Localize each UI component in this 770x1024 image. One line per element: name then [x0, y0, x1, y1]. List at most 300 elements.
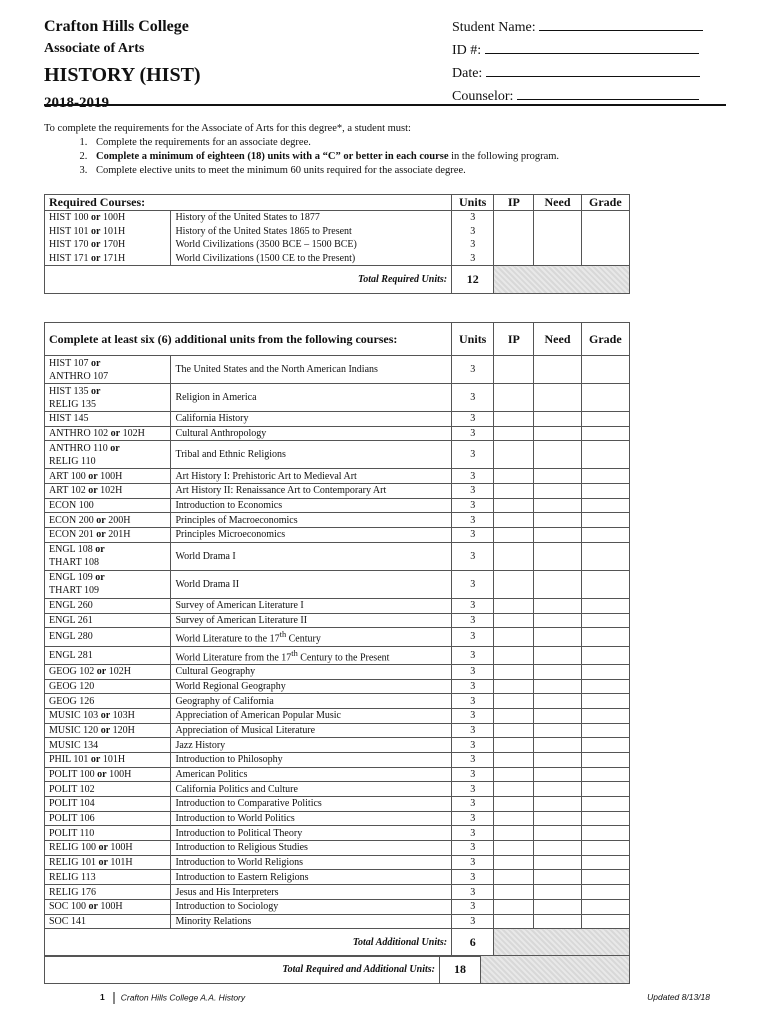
grade-cell[interactable]	[581, 412, 629, 427]
grade-cell[interactable]	[581, 870, 629, 885]
course-units: 3	[452, 914, 494, 929]
course-row	[45, 498, 630, 513]
ip-cell[interactable]	[494, 664, 534, 679]
course-units: 3	[452, 225, 494, 239]
college-name: Crafton Hills College	[44, 18, 189, 35]
ip-cell[interactable]	[494, 914, 534, 929]
course-units: 3	[452, 484, 494, 499]
ip-cell[interactable]	[494, 708, 534, 723]
course-title: Introduction to Comparative Politics	[171, 797, 452, 812]
need-cell[interactable]	[534, 811, 581, 826]
course-units: 3	[452, 646, 494, 664]
intro-step-rest: in the following program.	[448, 151, 560, 162]
course-code: ENGL 281	[45, 646, 171, 664]
additional-rows	[45, 356, 630, 929]
course-code: RELIG 100 or 100H	[45, 841, 171, 856]
ip-cell[interactable]	[494, 356, 534, 384]
grade-cell[interactable]	[581, 646, 629, 664]
course-code: ECON 100	[45, 498, 171, 513]
intro-lead: To complete the requirements for the Associate of Arts for this degree*, a student must:	[44, 123, 411, 134]
need-cell[interactable]	[534, 384, 581, 412]
course-row	[45, 356, 630, 384]
intro-steps	[44, 136, 724, 178]
course-code: ART 102 or 102H	[45, 484, 171, 499]
grade-cell[interactable]	[581, 356, 629, 384]
page-number: 1	[100, 992, 105, 1003]
grade-cell[interactable]	[581, 899, 629, 914]
course-row	[45, 841, 630, 856]
ip-cell[interactable]	[494, 498, 534, 513]
course-code: ENGL 260	[45, 598, 171, 613]
course-code: HIST 101 or 101H	[45, 225, 171, 239]
course-row	[45, 811, 630, 826]
course-units: 3	[452, 426, 494, 441]
grade-cell[interactable]	[581, 841, 629, 856]
course-code: ART 100 or 100H	[45, 469, 171, 484]
course-title: American Politics	[171, 767, 452, 782]
course-units: 3	[452, 598, 494, 613]
need-header: Need	[534, 195, 581, 211]
course-row	[45, 628, 630, 646]
need-cell[interactable]	[534, 855, 581, 870]
need-cell[interactable]	[534, 570, 581, 598]
grade-cell[interactable]	[581, 767, 629, 782]
required-courses-table	[44, 194, 630, 294]
course-code: ENGL 280	[45, 628, 171, 646]
grade-cell[interactable]	[581, 252, 629, 266]
course-units: 3	[452, 870, 494, 885]
course-row	[45, 528, 630, 543]
need-cell[interactable]	[534, 356, 581, 384]
grade-cell[interactable]	[581, 384, 629, 412]
course-code: ENGL 109 or THART 109	[45, 570, 171, 598]
grade-cell[interactable]	[581, 738, 629, 753]
grade-header: Grade	[581, 195, 629, 211]
course-units: 3	[452, 899, 494, 914]
course-title: World Drama I	[171, 542, 452, 570]
course-row	[45, 855, 630, 870]
course-units: 3	[452, 782, 494, 797]
course-row	[45, 752, 630, 767]
course-title: World Regional Geography	[171, 679, 452, 694]
course-code: POLIT 102	[45, 782, 171, 797]
course-row	[45, 384, 630, 412]
grade-cell[interactable]	[581, 426, 629, 441]
ip-cell[interactable]	[494, 252, 534, 266]
ip-cell[interactable]	[494, 441, 534, 469]
course-title: California Politics and Culture	[171, 782, 452, 797]
ip-cell[interactable]	[494, 542, 534, 570]
grade-cell[interactable]	[581, 498, 629, 513]
additional-total-label: Total Additional Units:	[45, 929, 452, 957]
grade-cell[interactable]	[581, 528, 629, 543]
course-code: RELIG 176	[45, 885, 171, 900]
course-code: ENGL 108 or THART 108	[45, 542, 171, 570]
course-code: GEOG 126	[45, 694, 171, 709]
course-units: 3	[452, 498, 494, 513]
grade-cell[interactable]	[581, 469, 629, 484]
course-row	[45, 664, 630, 679]
course-units: 3	[452, 384, 494, 412]
grade-cell[interactable]	[581, 694, 629, 709]
grade-cell[interactable]	[581, 542, 629, 570]
course-units: 3	[452, 211, 494, 225]
ip-cell[interactable]	[494, 412, 534, 427]
course-row	[45, 738, 630, 753]
need-cell[interactable]	[534, 885, 581, 900]
ip-cell[interactable]	[494, 469, 534, 484]
course-row	[45, 646, 630, 664]
need-cell[interactable]	[534, 441, 581, 469]
course-row	[45, 767, 630, 782]
grade-cell[interactable]	[581, 708, 629, 723]
need-cell[interactable]	[534, 646, 581, 664]
course-title: World Civilizations (1500 CE to the Present)	[171, 252, 452, 266]
course-row	[45, 441, 630, 469]
counselor-line[interactable]	[517, 85, 699, 100]
course-title: Appreciation of American Popular Music	[171, 708, 452, 723]
ip-cell[interactable]	[494, 826, 534, 841]
grade-cell[interactable]	[581, 513, 629, 528]
need-cell[interactable]	[534, 914, 581, 929]
major-title: HISTORY (HIST)	[44, 64, 201, 86]
need-cell[interactable]	[534, 225, 581, 239]
required-rows	[45, 211, 630, 266]
need-header: Need	[534, 323, 581, 356]
additional-total-value: 6	[452, 929, 494, 957]
course-title: Cultural Anthropology	[171, 426, 452, 441]
course-row	[45, 782, 630, 797]
course-title: Introduction to World Politics	[171, 811, 452, 826]
degree-name: Associate of Arts	[44, 41, 145, 56]
need-cell[interactable]	[534, 426, 581, 441]
need-cell[interactable]	[534, 513, 581, 528]
course-units: 3	[452, 441, 494, 469]
required-total-value: 12	[452, 266, 494, 294]
course-title: World Civilizations (3500 BCE – 1500 BCE)	[171, 238, 452, 252]
course-code: SOC 141	[45, 914, 171, 929]
header-rule	[44, 104, 726, 106]
course-title: Art History I: Prehistoric Art to Medieval Art	[171, 469, 452, 484]
need-cell[interactable]	[534, 664, 581, 679]
course-code: HIST 171 or 171H	[45, 252, 171, 266]
course-title: Principles of Macroeconomics	[171, 513, 452, 528]
required-total-shade	[494, 266, 630, 294]
ip-cell[interactable]	[494, 723, 534, 738]
ip-cell[interactable]	[494, 782, 534, 797]
need-cell[interactable]	[534, 738, 581, 753]
course-code: HIST 107 or ANTHRO 107	[45, 356, 171, 384]
course-title: Introduction to Philosophy	[171, 752, 452, 767]
grade-cell[interactable]	[581, 885, 629, 900]
need-cell[interactable]	[534, 613, 581, 628]
course-units: 3	[452, 694, 494, 709]
course-units: 3	[452, 826, 494, 841]
need-cell[interactable]	[534, 694, 581, 709]
ip-cell[interactable]	[494, 870, 534, 885]
intro-step-3	[90, 164, 724, 178]
need-cell[interactable]	[534, 412, 581, 427]
course-title: Introduction to Economics	[171, 498, 452, 513]
course-title: Cultural Geography	[171, 664, 452, 679]
grade-cell[interactable]	[581, 484, 629, 499]
grade-header: Grade	[581, 323, 629, 356]
course-code: ECON 200 or 200H	[45, 513, 171, 528]
course-code: ANTHRO 110 or RELIG 110	[45, 441, 171, 469]
need-cell[interactable]	[534, 782, 581, 797]
need-cell[interactable]	[534, 498, 581, 513]
course-code: HIST 100 or 100H	[45, 211, 171, 225]
grade-cell[interactable]	[581, 914, 629, 929]
need-cell[interactable]	[534, 542, 581, 570]
need-cell[interactable]	[534, 708, 581, 723]
course-row	[45, 225, 630, 239]
ip-header: IP	[494, 195, 534, 211]
ip-header: IP	[494, 323, 534, 356]
course-units: 3	[452, 738, 494, 753]
course-code: SOC 100 or 100H	[45, 899, 171, 914]
need-cell[interactable]	[534, 797, 581, 812]
course-title: Introduction to Religious Studies	[171, 841, 452, 856]
course-units: 3	[452, 356, 494, 384]
course-title: Introduction to Eastern Religions	[171, 870, 452, 885]
course-title: World Literature from the 17th Century to the Present	[171, 646, 452, 664]
course-row	[45, 870, 630, 885]
ip-cell[interactable]	[494, 384, 534, 412]
course-units: 3	[452, 628, 494, 646]
need-cell[interactable]	[534, 598, 581, 613]
additional-courses-table	[44, 322, 630, 957]
need-cell[interactable]	[534, 484, 581, 499]
grade-cell[interactable]	[581, 664, 629, 679]
grade-cell[interactable]	[581, 855, 629, 870]
catalog-year: 2018-2019	[44, 95, 109, 111]
course-code: HIST 145	[45, 412, 171, 427]
course-row	[45, 426, 630, 441]
course-code: HIST 170 or 170H	[45, 238, 171, 252]
grade-cell[interactable]	[581, 441, 629, 469]
course-row	[45, 412, 630, 427]
course-code: RELIG 101 or 101H	[45, 855, 171, 870]
need-cell[interactable]	[534, 238, 581, 252]
need-cell[interactable]	[534, 469, 581, 484]
course-row	[45, 570, 630, 598]
course-units: 3	[452, 252, 494, 266]
grade-cell[interactable]	[581, 570, 629, 598]
course-row	[45, 797, 630, 812]
ip-cell[interactable]	[494, 841, 534, 856]
course-row	[45, 252, 630, 266]
course-units: 3	[452, 811, 494, 826]
ip-cell[interactable]	[494, 855, 534, 870]
course-units: 3	[452, 528, 494, 543]
need-cell[interactable]	[534, 628, 581, 646]
ip-cell[interactable]	[494, 613, 534, 628]
ip-cell[interactable]	[494, 694, 534, 709]
id-label: ID #:	[452, 43, 482, 58]
course-units: 3	[452, 767, 494, 782]
counselor-label: Counselor:	[452, 89, 514, 104]
ip-cell[interactable]	[494, 767, 534, 782]
grade-cell[interactable]	[581, 782, 629, 797]
grade-cell[interactable]	[581, 797, 629, 812]
grand-total-value: 18	[440, 956, 481, 984]
ip-cell[interactable]	[494, 570, 534, 598]
need-cell[interactable]	[534, 767, 581, 782]
grade-cell[interactable]	[581, 211, 629, 225]
grand-total-shade	[481, 956, 630, 984]
course-units: 3	[452, 752, 494, 767]
course-row	[45, 679, 630, 694]
footer	[100, 992, 245, 1004]
course-code: ECON 201 or 201H	[45, 528, 171, 543]
course-code: MUSIC 103 or 103H	[45, 708, 171, 723]
need-cell[interactable]	[534, 528, 581, 543]
grade-cell[interactable]	[581, 613, 629, 628]
course-title: Appreciation of Musical Literature	[171, 723, 452, 738]
course-units: 3	[452, 469, 494, 484]
course-code: POLIT 110	[45, 826, 171, 841]
need-cell[interactable]	[534, 841, 581, 856]
course-units: 3	[452, 412, 494, 427]
ip-cell[interactable]	[494, 528, 534, 543]
grand-total-table	[44, 955, 630, 984]
course-code: MUSIC 134	[45, 738, 171, 753]
need-cell[interactable]	[534, 252, 581, 266]
course-code: POLIT 100 or 100H	[45, 767, 171, 782]
course-row	[45, 598, 630, 613]
course-title: Jazz History	[171, 738, 452, 753]
course-row	[45, 513, 630, 528]
course-title: World Drama II	[171, 570, 452, 598]
course-title: Principles Microeconomics	[171, 528, 452, 543]
ip-cell[interactable]	[494, 679, 534, 694]
ip-cell[interactable]	[494, 513, 534, 528]
course-title: Survey of American Literature I	[171, 598, 452, 613]
need-cell[interactable]	[534, 679, 581, 694]
course-title: Geography of California	[171, 694, 452, 709]
course-units: 3	[452, 885, 494, 900]
id-field[interactable]	[452, 39, 703, 62]
need-cell[interactable]	[534, 211, 581, 225]
course-units: 3	[452, 723, 494, 738]
date-field[interactable]	[452, 62, 703, 85]
required-heading: Required Courses:	[45, 195, 452, 211]
course-code: ENGL 261	[45, 613, 171, 628]
student-name-line[interactable]	[539, 16, 703, 31]
ip-cell[interactable]	[494, 484, 534, 499]
course-code: HIST 135 or RELIG 135	[45, 384, 171, 412]
ip-cell[interactable]	[494, 885, 534, 900]
need-cell[interactable]	[534, 752, 581, 767]
course-code: ANTHRO 102 or 102H	[45, 426, 171, 441]
ip-cell[interactable]	[494, 752, 534, 767]
course-title: Survey of American Literature II	[171, 613, 452, 628]
footer-title: Crafton Hills College A.A. History	[120, 992, 246, 1003]
units-header: Units	[452, 323, 494, 356]
course-title: Tribal and Ethnic Religions	[171, 441, 452, 469]
need-cell[interactable]	[534, 723, 581, 738]
student-name-field[interactable]	[452, 16, 703, 39]
ip-cell[interactable]	[494, 738, 534, 753]
grand-total-label: Total Required and Additional Units:	[45, 956, 440, 984]
ip-cell[interactable]	[494, 238, 534, 252]
course-row	[45, 694, 630, 709]
grade-cell[interactable]	[581, 238, 629, 252]
ip-cell[interactable]	[494, 598, 534, 613]
course-row	[45, 708, 630, 723]
id-line[interactable]	[485, 39, 699, 54]
units-header: Units	[452, 195, 494, 211]
course-row	[45, 885, 630, 900]
grade-cell[interactable]	[581, 811, 629, 826]
intro-step-bold: Complete a minimum of eighteen (18) units with a “C” or better in each course	[96, 151, 449, 162]
ip-cell[interactable]	[494, 811, 534, 826]
header-left	[44, 16, 201, 112]
intro	[44, 122, 724, 178]
course-title: The United States and the North American Indians	[171, 356, 452, 384]
course-title: History of the United States to 1877	[171, 211, 452, 225]
additional-heading: Complete at least six (6) additional units from the following courses:	[45, 323, 452, 356]
grade-cell[interactable]	[581, 752, 629, 767]
course-title: Religion in America	[171, 384, 452, 412]
required-total-label: Total Required Units:	[45, 266, 452, 294]
course-units: 3	[452, 542, 494, 570]
grade-cell[interactable]	[581, 723, 629, 738]
need-cell[interactable]	[534, 826, 581, 841]
ip-cell[interactable]	[494, 646, 534, 664]
course-code: GEOG 102 or 102H	[45, 664, 171, 679]
course-row	[45, 484, 630, 499]
course-title: Introduction to Political Theory	[171, 826, 452, 841]
course-units: 3	[452, 613, 494, 628]
need-cell[interactable]	[534, 899, 581, 914]
course-code: PHIL 101 or 101H	[45, 752, 171, 767]
grade-cell[interactable]	[581, 628, 629, 646]
ip-cell[interactable]	[494, 426, 534, 441]
grade-cell[interactable]	[581, 826, 629, 841]
need-cell[interactable]	[534, 870, 581, 885]
course-title: Jesus and His Interpreters	[171, 885, 452, 900]
date-line[interactable]	[486, 62, 700, 77]
course-code: RELIG 113	[45, 870, 171, 885]
ip-cell[interactable]	[494, 225, 534, 239]
intro-step-2	[90, 150, 724, 164]
date-label: Date:	[452, 66, 483, 81]
course-row	[45, 542, 630, 570]
ip-cell[interactable]	[494, 899, 534, 914]
ip-cell[interactable]	[494, 628, 534, 646]
course-title: Introduction to World Religions	[171, 855, 452, 870]
course-row	[45, 826, 630, 841]
grade-cell[interactable]	[581, 598, 629, 613]
course-units: 3	[452, 841, 494, 856]
course-units: 3	[452, 855, 494, 870]
course-row	[45, 723, 630, 738]
course-title: Minority Relations	[171, 914, 452, 929]
course-units: 3	[452, 570, 494, 598]
course-code: GEOG 120	[45, 679, 171, 694]
grade-cell[interactable]	[581, 679, 629, 694]
grade-cell[interactable]	[581, 225, 629, 239]
ip-cell[interactable]	[494, 797, 534, 812]
ip-cell[interactable]	[494, 211, 534, 225]
course-units: 3	[452, 513, 494, 528]
course-units: 3	[452, 664, 494, 679]
course-title: Introduction to Sociology	[171, 899, 452, 914]
course-units: 3	[452, 708, 494, 723]
course-title: California History	[171, 412, 452, 427]
